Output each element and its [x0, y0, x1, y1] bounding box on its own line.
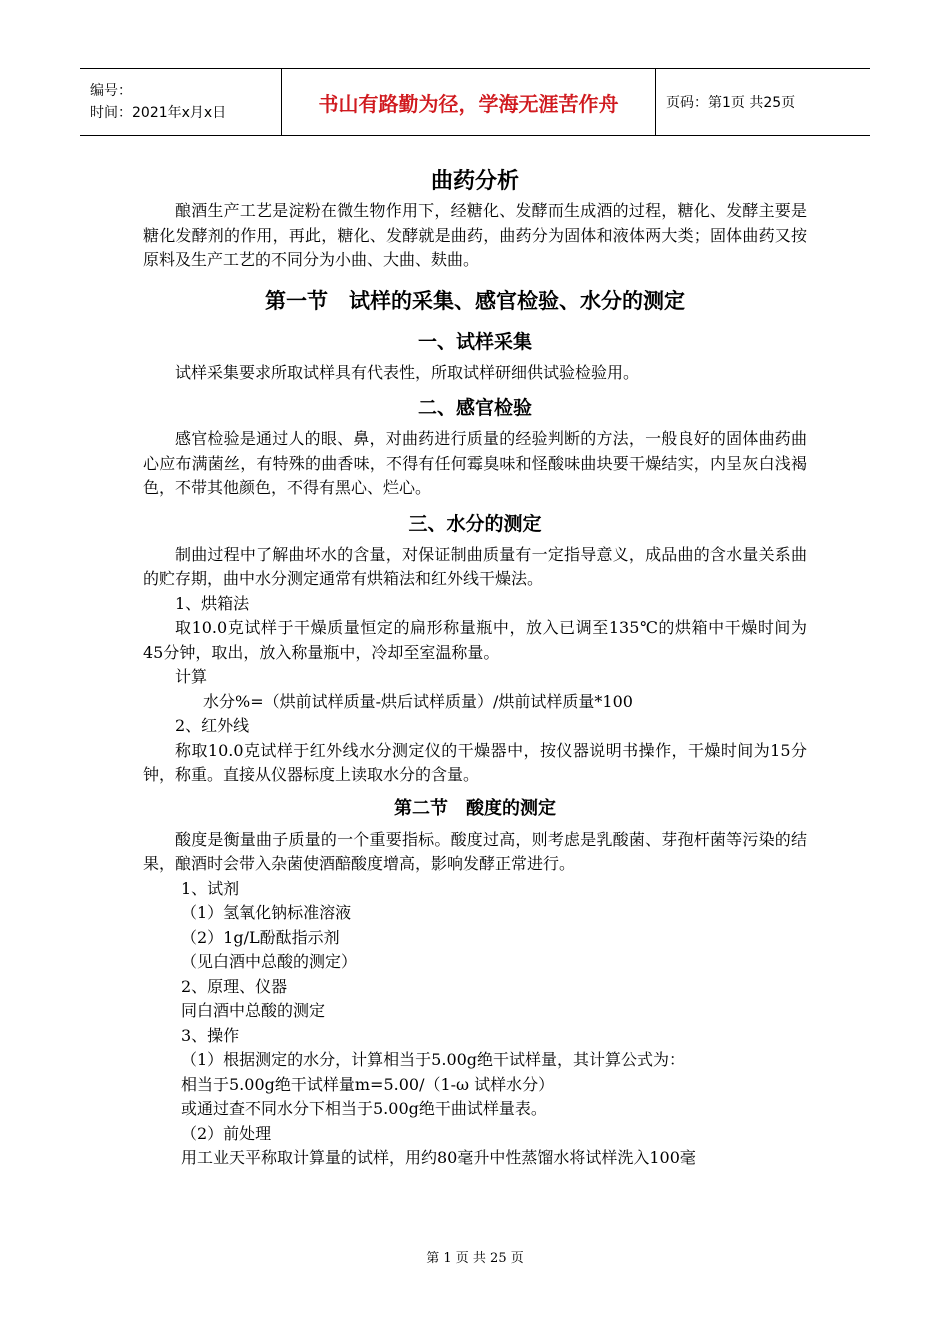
method2-title: 2、红外线: [175, 716, 250, 735]
list-item: 同白酒中总酸的测定: [181, 1001, 326, 1020]
list-item: 相当于5.00g绝干试样量m=5.00/（1-ω 试样水分）: [181, 1074, 555, 1094]
section1-heading: 第一节 试样的采集、感官检验、水分的测定: [265, 288, 685, 313]
code-label: 编号：: [90, 83, 132, 99]
document-body: [143, 165, 807, 1171]
page-header-table: [80, 68, 870, 136]
list-item: （见白酒中总酸的测定）: [181, 952, 358, 971]
sub1-heading: 一、试样采集: [417, 330, 532, 353]
sub2-heading: 二、感官检验: [417, 397, 532, 419]
list-item: （2）1g/L酚酞指示剂: [181, 927, 340, 947]
header-motto-cell: [282, 69, 656, 135]
method1-paragraph: 取10.0克试样于干燥质量恒定的扁形称量瓶中，放入已调至135℃的烘箱中干燥时间为45分钟，取出，放入称量瓶中，冷却至室温称量。: [143, 618, 807, 662]
list-item: （1）氢氧化钠标准溶液: [181, 903, 352, 922]
section2-intro: 酸度是衡量曲子质量的一个重要指标。酸度过高，则考虑是乳酸菌、芽孢杆菌等污染的结果，酿酒时会带入杂菌使酒醅酸度增高，影响发酵正常进行。: [143, 829, 807, 873]
header-page-cell: [656, 69, 870, 135]
list-item: （1）根据测定的水分，计算相当于5.00g绝干试样量，其计算公式为：: [181, 1050, 686, 1069]
list-item: 2、原理、仪器: [181, 976, 288, 996]
list-item: 用工业天平称取计算量的试样，用约80毫升中性蒸馏水将试样洗入100毫: [181, 1148, 696, 1167]
section2-heading: 第二节 酸度的测定: [394, 797, 556, 819]
sub2-paragraph: 感官检验是通过人的眼、鼻，对曲药进行质量的经验判断的方法，一般良好的固体曲药曲心应布满菌丝，有特殊的曲香味，不得有任何霉臭味和怪酸味曲块要干燥结实，内呈灰白浅褐色，不带其他颜色，不得有黑心、烂心。: [143, 429, 807, 497]
page-info: 页码：第1页 共25页: [666, 95, 796, 111]
list-item: 1、试剂: [181, 878, 240, 898]
sub3-heading: 三、水分的测定: [408, 512, 542, 535]
document-title: 曲药分析: [430, 169, 519, 194]
method2-paragraph: 称取10.0克试样于红外线水分测定仪的干燥器中，按仪器说明书操作，干燥时间为15分钟，称重。直接从仪器标度上读取水分的含量。: [143, 740, 807, 784]
motto-text: 书山有路勤为径，学海无涯苦作舟: [318, 91, 619, 116]
intro-paragraph: 酿酒生产工艺是淀粉在微生物作用下，经糖化、发酵而生成酒的过程，糖化、发酵主要是糖化发酵剂的作用，再此，糖化、发酵就是曲药，曲药分为固体和液体两大类；固体曲药又按原料及生产工艺的不同分为小曲、大曲、麸曲。: [143, 201, 807, 269]
calc-label: 计算: [175, 667, 208, 686]
method1-title: 1、烘箱法: [175, 593, 250, 613]
list-item: 3、操作: [181, 1025, 240, 1045]
sub3-paragraph: 制曲过程中了解曲坏水的含量，对保证制曲质量有一定指导意义，成品曲的含水量关系曲的贮存期，曲中水分测定通常有烘箱法和红外线干燥法。: [143, 544, 807, 588]
sub1-paragraph: 试样采集要求所取试样具有代表性，所取试样研细供试验检验用。: [175, 362, 640, 382]
list-item: 或通过查不同水分下相当于5.00g绝干曲试样量表。: [181, 1099, 547, 1118]
date-label: 时间：2021年x月x日: [90, 105, 227, 121]
moisture-formula: 水分%=（烘前试样质量-烘后试样质量）/烘前试样质量*100: [203, 691, 633, 711]
page-footer: 第 1 页 共 25 页: [426, 1251, 524, 1266]
list-item: （2）前处理: [181, 1123, 272, 1143]
section2-lines: [143, 877, 807, 1171]
header-meta-cell: [80, 69, 282, 135]
